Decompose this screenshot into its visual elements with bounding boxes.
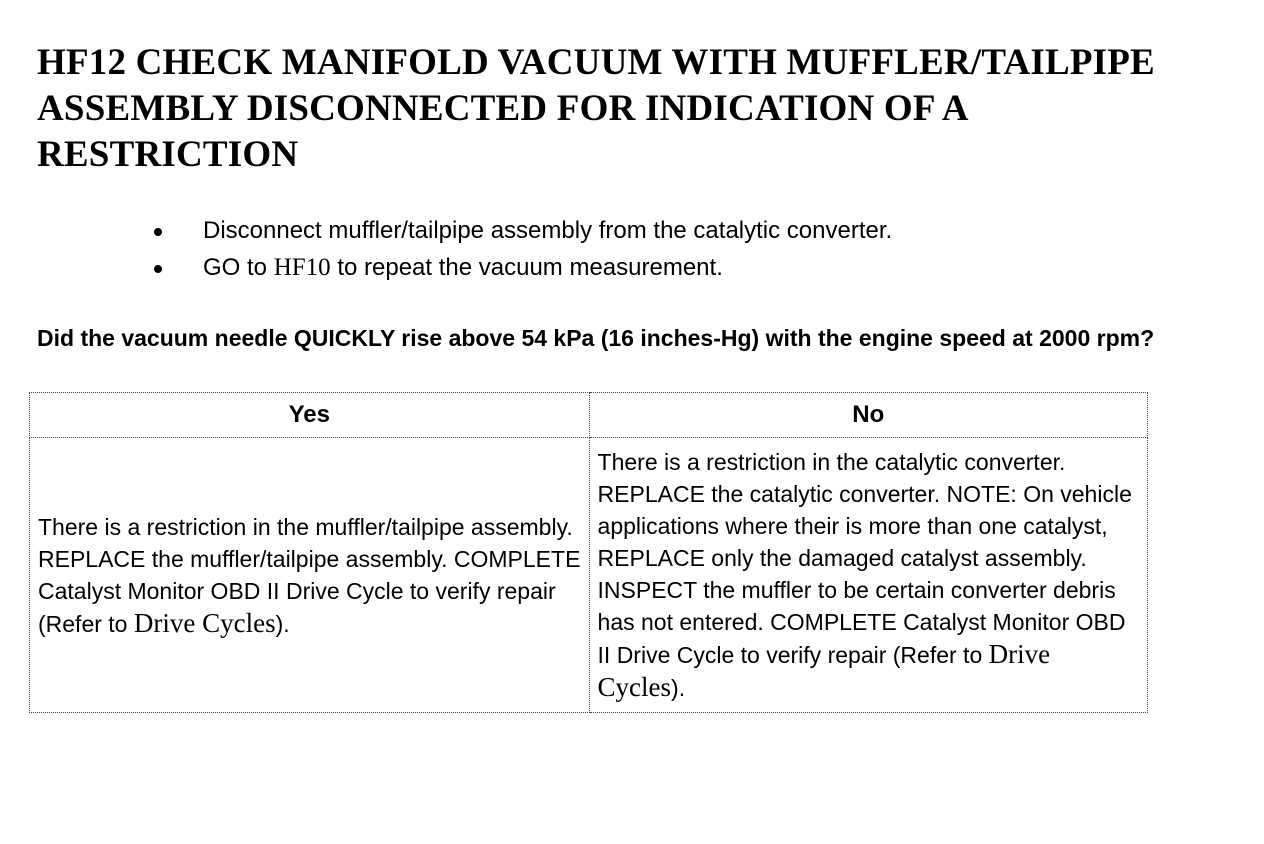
yes-cell: [30, 438, 590, 713]
instruction-list: [150, 212, 892, 286]
no-text: There is a restriction in the catalytic converter. REPLACE the catalytic converter. NOTE: On vehicle applications where their is more than one catalyst, REPLACE only the damaged catalyst assembly. INSPECT the muffler to be certain converter debris has not entered. COMPLETE Catalyst Monitor OBD II Drive Cycle to verify repair (Refer to: [597, 449, 1132, 668]
hf10-link[interactable]: HF10: [273, 254, 331, 281]
no-header: No: [589, 393, 1147, 438]
bullet-icon: [154, 228, 162, 236]
yes-header: Yes: [30, 393, 590, 438]
yes-suffix: ).: [275, 610, 290, 637]
drive-cycles-link[interactable]: Drive Cycles: [133, 607, 276, 638]
list-item: [150, 249, 892, 286]
table-row: [30, 438, 1148, 713]
step-suffix: to repeat the vacuum measurement.: [330, 254, 723, 281]
answer-table: [29, 392, 1148, 713]
question-text: Did the vacuum needle QUICKLY rise above 54 kPa (16 inches-Hg) with the engine speed at 2000 rpm?: [37, 325, 1155, 351]
no-cell: [589, 438, 1147, 713]
table-header-row: [30, 393, 1148, 438]
page-title: HF12 CHECK MANIFOLD VACUUM WITH MUFFLER/TAILPIPE ASSEMBLY DISCONNECTED FOR INDICATION OF A RESTRICTION: [37, 42, 1155, 175]
yes-text: There is a restriction in the muffler/tailpipe assembly. REPLACE the muffler/tailpipe assembly. COMPLETE Catalyst Monitor OBD II Drive Cycle to verify repair (Refer to: [38, 513, 581, 637]
drive-cycles-link[interactable]: Drive Cycles: [597, 639, 1051, 702]
step-prefix: GO to: [203, 254, 274, 281]
list-item: [150, 212, 892, 249]
step-text: Disconnect muffler/tailpipe assembly from the catalytic converter.: [203, 217, 893, 244]
no-suffix: ).: [671, 675, 686, 701]
bullet-icon: [154, 265, 162, 273]
